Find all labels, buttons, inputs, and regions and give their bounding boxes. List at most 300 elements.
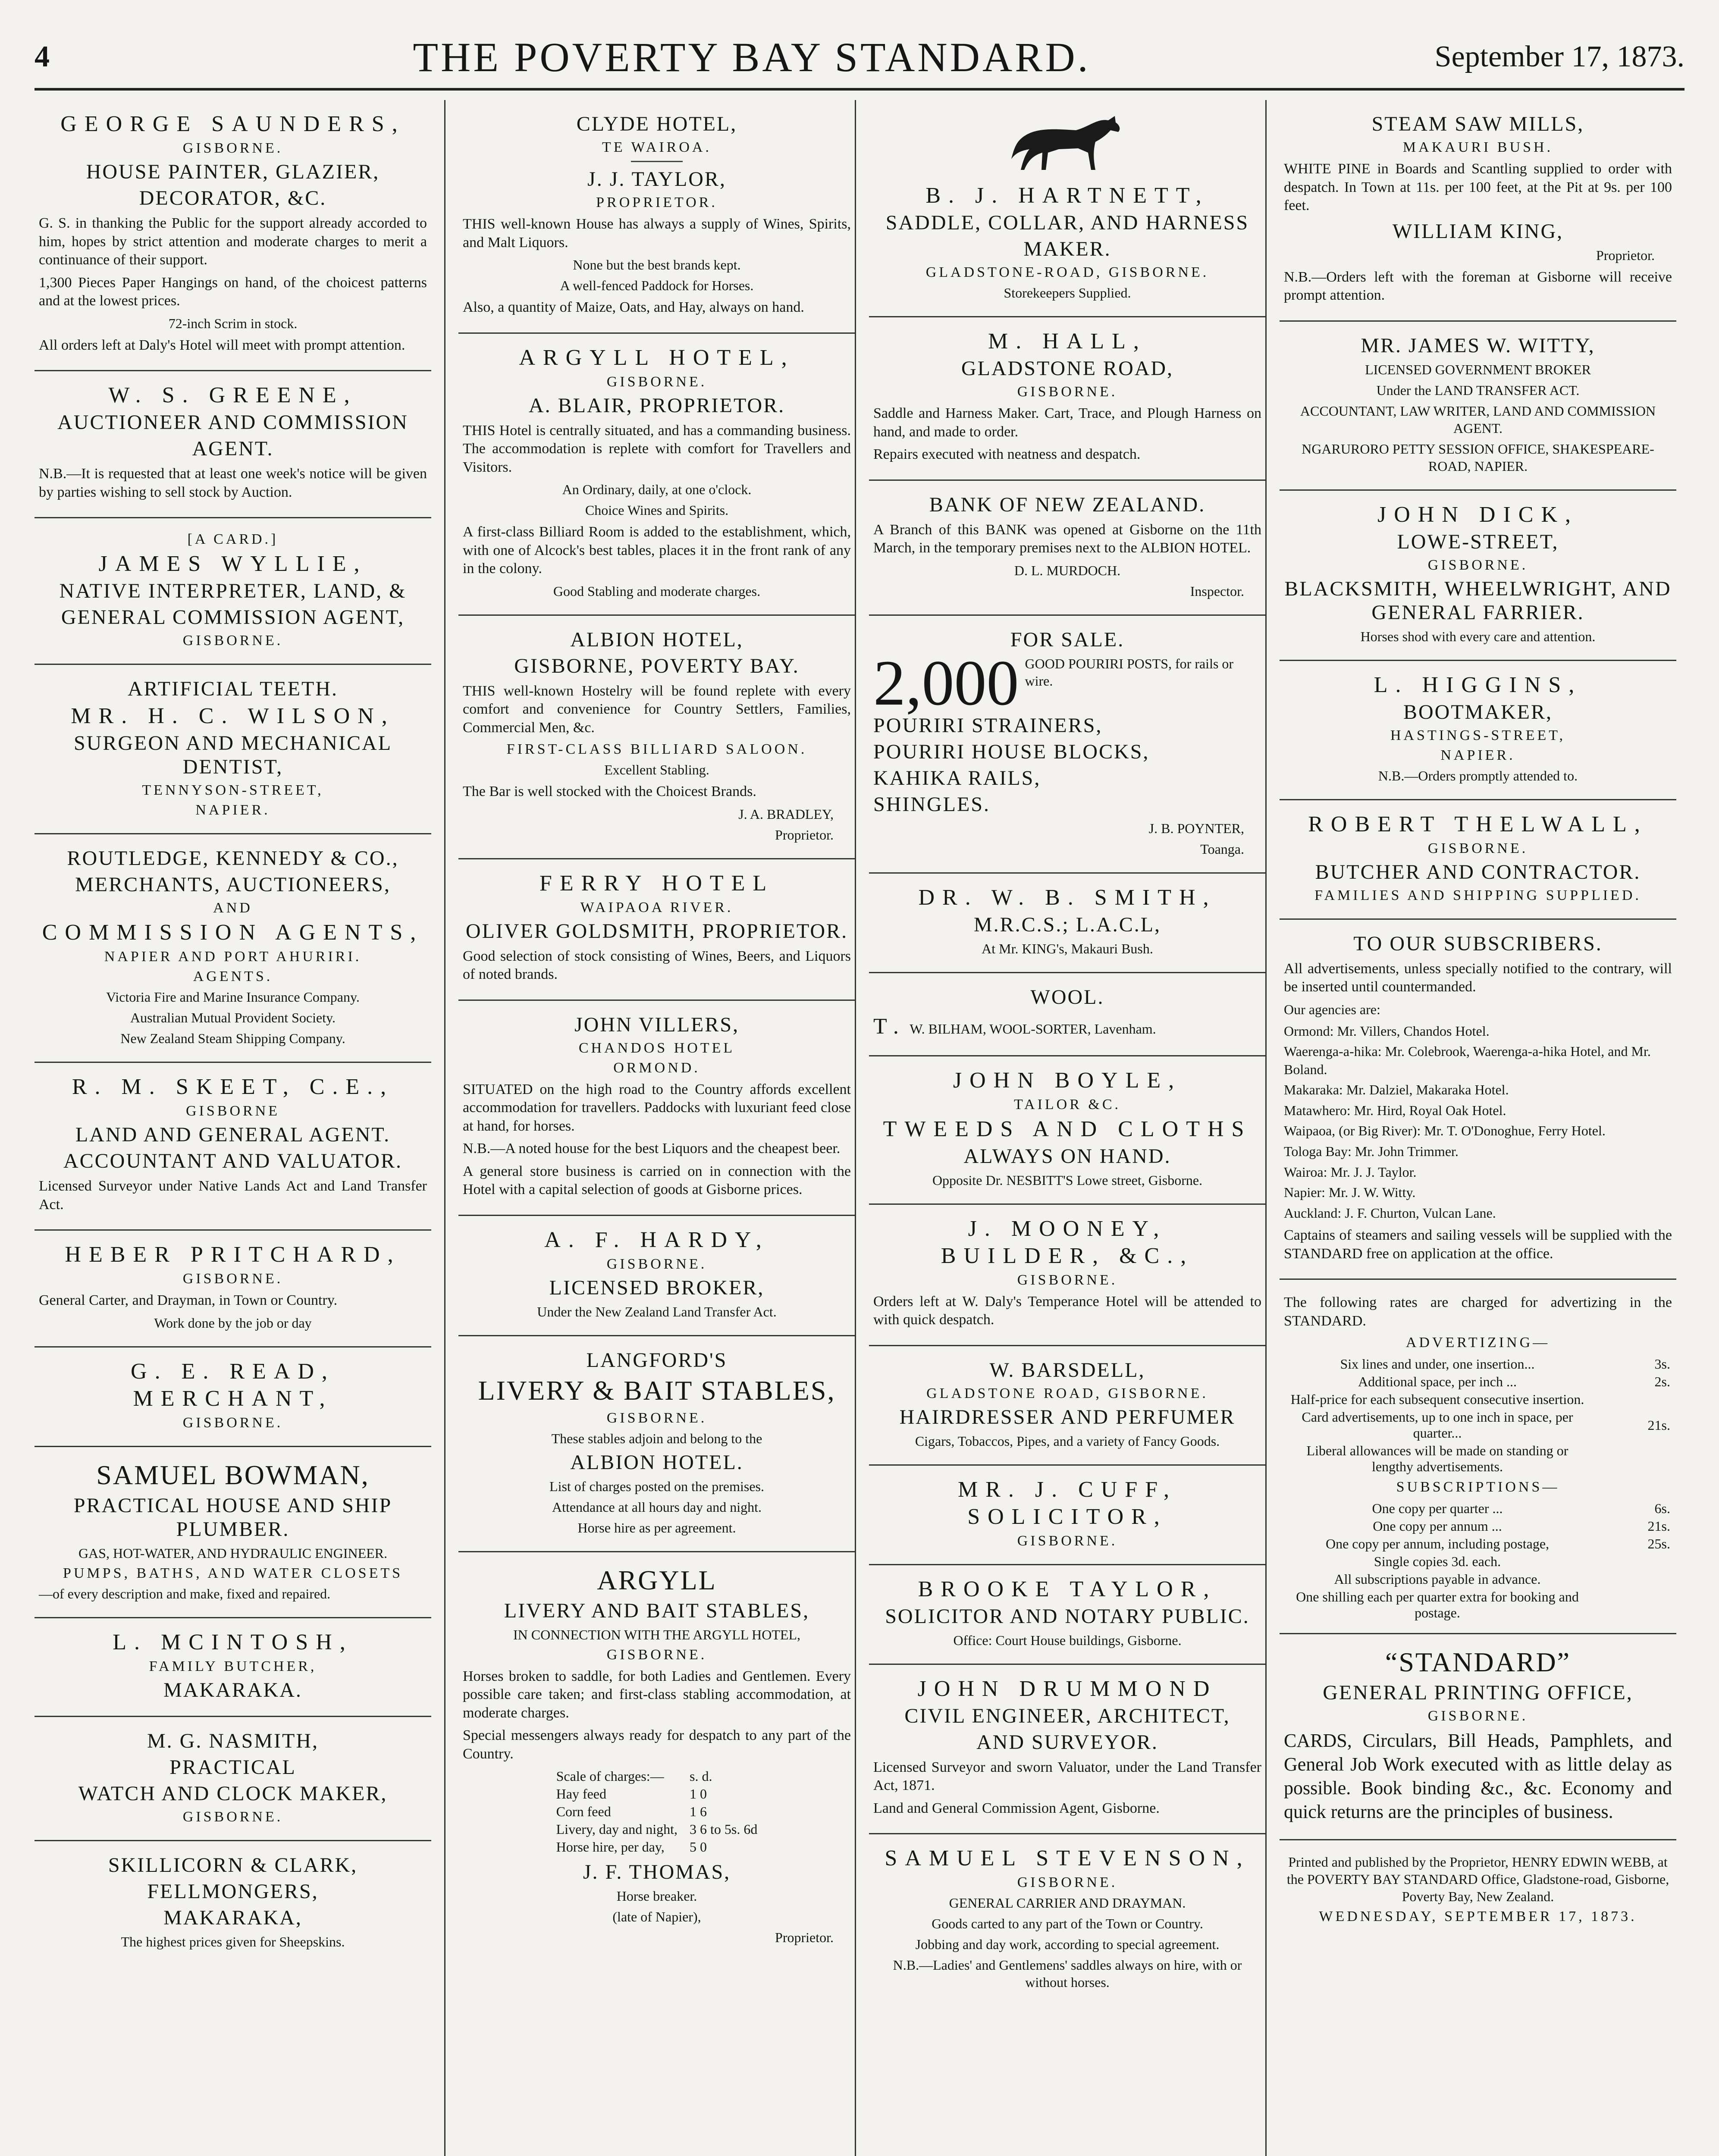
ad-trade: LICENSED BROKER, [549,1276,765,1299]
sale-item: KAHIKA RAILS, [873,766,1041,790]
ad-text: Goods carted to any part of the Town or Country. [932,1916,1203,1931]
ad-text: A general store business is carried on in connection with the Hotel with a capital selection of goods at Gisborne prices. [463,1163,851,1197]
agent-item: Australian Mutual Provident Society. [130,1010,336,1025]
ad-argyll-stables [458,1552,855,1961]
ad-text: N.B.—Orders promptly attended to. [1378,768,1578,783]
ad-text: A Branch of this BANK was opened at Gisborne on the 11th March, in the temporary premises next to the ALBION HOTEL. [873,521,1261,556]
ad-text: A first-class Billiard Room is added to the establishment, which, with one of Alcock's best tables, places it in the front rank of any in the colony. [463,524,851,577]
notice-text: All advertisements, unless specially notified to the contrary, will be inserted until countermanded. [1284,960,1672,995]
ad-text: Good selection of stock consisting of Wines, Beers, and Liquors of noted brands. [463,948,851,982]
agencies-list [1284,1022,1672,1222]
ad-name: OUTLEDGE, KENNEDY & CO., [82,847,399,870]
ad-name: HIGGINS, [1422,672,1582,697]
ad-text: —of every description and make, fixed and repaired. [39,1586,331,1601]
ad-place: At Mr. KING's, Makauri Bush. [982,940,1153,956]
ad-mooney [869,1205,1266,1346]
ad-name: W. BARSDELL, [989,1358,1145,1382]
rate-item: Single copies 3d. each. [1374,1554,1501,1570]
ad-text: Horse hire as per agreement. [577,1520,736,1536]
ad-name: M. SKEET, C.E., [121,1075,394,1099]
ad-barsdell [869,1346,1266,1466]
ad-text: Horse breaker. [616,1888,697,1904]
ad-skeet [35,1063,431,1231]
ad-text: These stables adjoin and belong to the [551,1430,762,1446]
list-item: Makaraka: Mr. Dalziel, Makaraka Hotel. [1284,1082,1509,1098]
dropcap: S [885,1846,905,1871]
ad-text: Horses shod with every care and attention. [1360,628,1596,644]
ad-trade: PRACTICAL HOUSE AND SHIP PLUMBER. [73,1494,392,1541]
ad-owner-title: PROPRIETOR. [596,194,718,210]
table-row [1284,1553,1672,1570]
ad-owner: OLIVER GOLDSMITH, PROPRIETOR. [465,919,848,943]
rate-price [1591,1442,1672,1476]
ad-street: HASTINGS-STREET, [1390,727,1566,743]
ad-place: GISBORNE. [1017,1272,1118,1288]
ad-trade: LIVERY AND BAIT STABLES, [504,1599,810,1622]
column-1 [35,100,431,2156]
ad-text: An Ordinary, daily, at one o'clock. [562,482,752,497]
dropcap: M [1361,334,1381,357]
table-row [1284,1535,1672,1553]
ad-signer: D. L. MURDOCH. [1014,562,1121,578]
dropcap: R [1308,812,1331,837]
ad-trade: AGENT. [192,437,274,460]
dropcap: J [1377,502,1394,527]
ad-place: NAPIER. [195,802,270,818]
ad-place: GISBORNE. [182,1808,283,1825]
dropcap: H [899,1405,916,1429]
dropcap: H [65,1242,89,1267]
ad-trade: SOLICITOR AND NOTARY PUBLIC. [885,1604,1250,1628]
ad-name: KILLICORN & CLARK, [121,1853,358,1877]
dropcap: T. [873,1014,907,1039]
ad-place: MAKARAKA. [163,1678,302,1702]
ad-name: M. G. NASMITH, [147,1729,319,1752]
ad-trade: FELLMONGERS, [147,1880,319,1903]
ad-name: BANK OF NEW ZEALAND. [929,493,1206,516]
ad-street: LOWE-STREET, [1397,530,1559,553]
ad-text: Also, a quantity of Maize, Oats, and Hay, always on hand. [463,299,804,315]
ad-place: GISBORNE. [1017,384,1118,400]
charge-item: Livery, day and night, [556,1821,678,1837]
table-row [1284,1408,1672,1442]
list-item: Wairoa: Mr. J. J. Taylor. [1284,1164,1417,1180]
ad-text: Cigars, Tobaccos, Pipes, and a variety of Fancy Goods. [915,1433,1220,1449]
ad-text: Land and General Commission Agent, Gisborne. [873,1800,1160,1816]
ad-trade: Under the LAND TRANSFER ACT. [1376,382,1580,398]
agent-item: New Zealand Steam Shipping Company. [120,1031,345,1046]
ad-trade: PRACTICAL [169,1755,296,1779]
dropcap: S [108,1853,121,1877]
ad-greene [35,371,431,518]
dropcap: J [98,552,115,576]
ad-name: MCINTOSH, [161,1630,353,1655]
ad-text: CARDS, Circulars, Bill Heads, Pamphlets, and General Job Work executed with as little delay as possible. Book binding &c., &c. Economy and quick returns are the principles of business. [1284,1730,1672,1823]
ad-name: ARGYLL [597,1564,717,1595]
ad-name: CLYDE HOTEL, [576,113,737,135]
ad-trade: BUILDER, &C., [941,1243,1194,1268]
notice-subscribers [1280,920,1676,1280]
ad-higgins [1280,661,1676,800]
ad-cuff [869,1466,1266,1565]
ad-place: GISBORNE. [182,633,283,649]
ad-drummond [869,1665,1266,1835]
ad-trade: AND SURVEYOR. [976,1730,1158,1754]
ad-place: GISBORNE. [1427,557,1528,573]
table-row [550,1803,764,1821]
table-row [1284,1570,1672,1588]
ad-text: A well-fenced Paddock for Horses. [560,278,754,293]
notice-text: Captains of steamers and sailing vessels will be supplied with the STANDARD free on application at the office. [1284,1227,1672,1262]
rate-price: 6s. [1654,1501,1670,1517]
list-item: Waipaoa, (or Big River): Mr. T. O'Donoghue, Ferry Hotel. [1284,1123,1606,1139]
ad-place: NAPIER. [1440,747,1515,763]
ad-owner: JOHN VILLERS, [574,1013,740,1036]
dropcap: A. [544,1227,582,1252]
ad-text: Under the New Zealand Land Transfer Act. [537,1304,777,1319]
rates-sub-table [1284,1500,1672,1622]
ad-place: GISBORNE. [1427,840,1528,856]
ad-text: SITUATED on the high road to the Country affords excellent accommodation for travellers. Paddocks with luxuriant feed close at hand, for horses. [463,1081,851,1134]
ad-trade: BOOTMAKER, [1403,700,1553,724]
horse-icon [1003,110,1132,179]
ad-text: Work done by the job or day [154,1315,312,1331]
dropcap: R. [72,1075,108,1099]
sale-item: POURIRI HOUSE BLOCKS, [873,740,1150,763]
charge-price: 5 0 [690,1839,707,1855]
charges-label: Scale of charges:— [556,1768,664,1784]
ad-saw-mills [1280,100,1676,322]
ad-trade: PUMPS, BATHS, AND WATER CLOSETS [63,1565,403,1581]
ad-text: Storekeepers Supplied. [1004,285,1131,301]
ad-agents-label: AGENTS. [193,968,273,984]
rate-item: One copy per quarter ... [1372,1501,1503,1517]
ad-text: N.B.—Ladies' and Gentlemens' saddles always on hire, with or without horses. [893,1957,1242,1990]
sale-item: SHINGLES. [873,793,991,816]
ad-text: THIS well-known Hostelry will be found replete with every comfort and convenience for Country Settlers, Families, Commercial Men, &c. [463,683,851,736]
ad-nasmith [35,1717,431,1841]
ad-mcintosh [35,1618,431,1717]
dropcap: M [957,1477,986,1502]
ad-thelwall [1280,800,1676,920]
rates-adv-label: ADVERTIZING— [1405,1335,1550,1351]
ad-text: FIRST-CLASS BILLIARD SALOON. [506,741,807,757]
ad-text: General Carter, and Drayman, in Town or Country. [39,1292,338,1308]
ad-text: ALBION HOTEL. [570,1451,743,1474]
rate-item: One shilling each per quarter extra for booking and postage. [1296,1589,1579,1621]
table-row [1284,1373,1672,1391]
ad-name: “STANDARD” [1385,1647,1571,1678]
ad-and: AND [213,900,253,916]
table-row [1284,1355,1672,1373]
ad-place: ORMOND. [613,1059,700,1076]
table-row [1284,1442,1672,1476]
ad-trade: GENERAL CARRIER AND DRAYMAN. [949,1895,1186,1911]
table-row [550,1785,764,1803]
ad-text: W. BILHAM, WOOL-SORTER, Lavenham. [910,1021,1156,1037]
ad-place: Toanga. [1200,841,1244,857]
ad-place: NAPIER AND PORT AHURIRI. [104,949,362,965]
rate-price [1591,1391,1672,1408]
list-item: Matawhero: Mr. Hird, Royal Oak Hotel. [1284,1102,1506,1118]
table-row [1284,1500,1672,1517]
ad-trade: AUCTIONEER AND COMMISSION [57,411,408,434]
ad-connection: IN CONNECTION WITH THE ARGYLL HOTEL, [513,1626,800,1642]
ad-name: R. H. C. WILSON, [98,704,395,728]
ad-name: EORGE SAUNDERS, [84,112,405,136]
ad-trade: WATCH AND CLOCK MAKER, [78,1782,388,1805]
ad-trade: ACCOUNTANT, LAW WRITER, LAND AND COMMISSION AGENT. [1300,403,1656,436]
charge-price: 1 6 [690,1804,707,1819]
ad-text: Choice Wines and Spirits. [585,502,729,518]
ad-trade: BLACKSMITH, WHEELWRIGHT, AND GENERAL FARRIER. [1284,577,1672,624]
dropcap: G. [131,1359,168,1384]
ad-text: G. S. in thanking the Public for the support already accorded to him, hopes by strict attention and moderate charges to merit a continuance of their support. [39,215,427,268]
ad-text: Office: Court House buildings, Gisborne. [953,1632,1182,1648]
dropcap: J. [968,1216,998,1241]
ad-place: GISBORNE. [182,140,283,156]
ad-name: OBERT THELWALL, [1330,812,1648,837]
column-2 [458,100,855,2156]
charges-table [550,1767,764,1856]
ad-ferry-hotel [458,859,855,1001]
ad-text: All orders left at Daly's Hotel will meet with prompt attention. [39,337,405,353]
list-item: Auckland: J. F. Churton, Vulcan Lane. [1284,1205,1496,1221]
ad-text: THIS Hotel is centrally situated, and has a commanding business. The accommodation is replete with comfort for Travellers and Visitors. [463,422,851,475]
ad-text: N.B.—It is requested that at least one week's notice will be given by parties wishing to sell stock by Auction. [39,466,427,500]
ad-trade: DECORATOR, &C. [139,187,327,210]
charge-item: Corn feed [556,1804,611,1819]
ad-trade: GAS, HOT-WATER, AND HYDRAULIC ENGINEER. [78,1545,388,1561]
rate-price: 3s. [1654,1356,1670,1372]
ad-text: N.B.—A noted house for the best Liquors and the cheapest beer. [463,1141,841,1156]
ad-argyll-hotel [458,334,855,616]
ad-text: GOOD POURIRI POSTS, for rails or wire. [1025,655,1234,689]
dropcap: R [67,847,82,870]
ad-trade: TWEEDS AND CLOTHS [883,1116,1252,1141]
ad-saunders [35,100,431,371]
ad-text: Licensed Surveyor and sworn Valuator, under the Land Transfer Act, 1871. [873,1759,1261,1793]
dropcap: F [539,871,560,896]
rate-price: 21s. [1647,1518,1670,1534]
table-row [550,1821,764,1838]
ad-langford-stables [458,1336,855,1552]
ad-heading: WOOL. [1030,985,1104,1009]
ad-name: ROOKE TAYLOR, [941,1576,1217,1601]
ad-signer-title: Inspector. [1190,583,1244,599]
ad-text: THIS well-known House has always a supply of Wines, Spirits, and Malt Liquors. [463,216,851,251]
ad-name: R. JAMES W. WITTY, [1380,334,1595,357]
masthead [35,26,1684,91]
ad-trade: HOUSE PAINTER, GLAZIER, [86,160,380,183]
ad-text: WHITE PINE in Boards and Scantling supplied to order with despatch. In Town at 11s. per 100 feet, at the Pit at 9s. per 100 feet. [1284,161,1672,213]
ad-text: N.B.—Orders left with the foreman at Gisborne will receive prompt attention. [1284,269,1672,303]
ad-name: SAMUEL BOWMAN, [96,1459,370,1490]
ad-place: GISBORNE. [1017,1532,1118,1549]
ad-heading: ARTIFICIAL TEETH. [127,677,339,700]
ad-place: GISBORNE, POVERTY BAY. [514,654,800,677]
ad-text: 72-inch Scrim in stock. [168,315,298,331]
ad-witty [1280,322,1676,491]
ad-name: MOONEY, [1011,1216,1167,1241]
ad-trade: ACCOUNTANT AND VALUATOR. [63,1150,403,1172]
rate-item: All subscriptions payable in advance. [1334,1571,1541,1587]
ad-place: GISBORNE [185,1103,280,1119]
charge-item: Horse hire, per day, [556,1839,665,1855]
ad-quals: M.R.C.S.; L.A.C.L, [973,913,1161,936]
ad-brooke-taylor [869,1565,1266,1665]
ad-name: OHN DRUMMOND [934,1676,1217,1701]
ad-trade: COMMISSION AGENTS, [42,920,424,945]
ad-owner: WILLIAM KING, [1392,219,1564,243]
ad-owner: J. F. THOMAS, [583,1861,731,1883]
ad-wyllie [35,518,431,665]
dropcap: G [60,112,85,136]
dropcap: D [918,885,943,910]
ad-albion-hotel [458,616,855,859]
ad-name: CHANDOS HOTEL [578,1040,735,1056]
ad-text: Jobbing and day work, according to special agreement. [915,1937,1220,1952]
dropcap: B. [925,183,962,208]
ad-name: R. J. CUFF, [985,1477,1177,1502]
ad-owner: J. B. POYNTER, [1148,820,1244,836]
notice-heading: TO OUR SUBSCRIBERS. [1353,932,1603,955]
ad-smith [869,874,1266,973]
ad-hardy [458,1216,855,1336]
column-rule [444,100,445,2156]
ad-trade: BUTCHER AND CONTRACTOR. [1315,860,1641,884]
rate-price [1591,1570,1672,1588]
ad-trade: GENERAL COMMISSION AGENT, [61,606,405,629]
list-item: Ormond: Mr. Villers, Chandos Hotel. [1284,1023,1490,1039]
ad-owner-title: Proprietor. [775,1930,834,1945]
ad-name: EBER PRITCHARD, [88,1242,401,1267]
dropcap: W. [108,383,149,407]
ad-name: LANGFORD'S [586,1348,728,1372]
ad-text: List of charges posted on the premises. [549,1478,764,1494]
ad-text: Special messengers always ready for despatch to any part of the Country. [463,1727,851,1762]
ad-quantity: 2,000 [873,647,1019,719]
ad-trade: GENERAL PRINTING OFFICE, [1323,1681,1633,1705]
ad-clyde-hotel [458,100,855,334]
ad-bowman [35,1447,431,1618]
ad-trade: CIVIL ENGINEER, ARCHITECT, [904,1704,1230,1727]
table-row [550,1838,764,1856]
ad-trade: TAILOR &C. [1013,1096,1121,1112]
ad-hartnett [869,100,1266,317]
imprint-date: WEDNESDAY, SEPTEMBER 17, 1873. [1319,1908,1637,1925]
sale-item: POURIRI STRAINERS, [873,714,1103,737]
ad-printing-office [1280,1634,1676,1840]
dropcap: L. [113,1630,148,1655]
ad-place: GISBORNE. [606,1256,707,1272]
ad-text: FAMILIES AND SHIPPING SUPPLIED. [1314,887,1641,903]
ad-place: GLADSTONE ROAD, GISBORNE. [926,1385,1208,1401]
ad-place: GISBORNE. [606,1410,707,1426]
ad-skillicorn [35,1841,431,1965]
ad-text: The Bar is well stocked with the Choicest Brands. [463,783,756,799]
ad-owner-title: Proprietor. [775,827,834,843]
ad-trade: NATIVE INTERPRETER, LAND, & [59,580,407,602]
ad-place: WAIPAOA RIVER. [580,899,734,915]
notice-rates [1280,1280,1676,1634]
ad-name: ARGYLL HOTEL, [519,345,795,370]
ad-text: None but the best brands kept. [573,257,741,273]
ad-text: Horses broken to saddle, for both Ladies and Gentlemen. Every possible care taken; and first-class stabling accommodation, at moderate charges. [463,1668,851,1721]
rate-item: Six lines and under, one insertion... [1340,1356,1535,1372]
ad-trade: MAKER. [1023,238,1111,260]
ad-owner: J. J. TAYLOR, [587,168,726,191]
ad-text: 1,300 Pieces Paper Hangings on hand, of the choicest patterns and at the lowest prices. [39,274,427,309]
ad-owner: J. A. BRADLEY, [738,806,834,822]
ad-bank-nz [869,481,1266,616]
ad-wool [869,973,1266,1056]
ad-place: GISBORNE. [182,1271,283,1287]
ad-name: AMUEL STEVENSON, [905,1846,1250,1871]
ad-trade: FAMILY BUTCHER, [149,1658,317,1674]
column-4 [1280,100,1676,2156]
ad-place: GLADSTONE ROAD, [961,357,1174,380]
ad-owner-title: Proprietor. [1596,247,1655,263]
rate-item: Half-price for each subsequent consecutive insertion. [1290,1391,1584,1407]
ad-name: J. HARTNETT, [975,183,1209,208]
agencies-label: Our agencies are: [1284,1001,1380,1017]
table-row [1284,1391,1672,1408]
ad-chandos-hotel [458,1001,855,1216]
table-row [1284,1588,1672,1622]
ad-text: (late of Napier), [612,1909,701,1924]
ad-name: STEAM SAW MILLS, [1371,113,1584,135]
ad-place: GLADSTONE-ROAD, GISBORNE. [925,264,1209,280]
ad-name: E. READ, [181,1359,335,1384]
rate-price: 25s. [1647,1536,1670,1552]
ad-place: GISBORNE. [1017,1874,1118,1890]
imprint-text: Printed and published by the Proprietor, HENRY EDWIN WEBB, at the POVERTY BAY STANDARD Office, Gladstone-road, Gisborne, Poverty Bay, New Zealand. [1286,1854,1669,1905]
dropcap: M. [988,329,1029,354]
list-item: Waerenga-a-hika: Mr. Colebrook, Waerenga-a-hika Hotel, and Mr. Boland. [1284,1044,1651,1077]
ad-name: AMES WYLLIE, [115,552,367,576]
dropcap: L. [1374,672,1409,697]
ad-read [35,1348,431,1447]
ad-trade: LIVERY & BAIT STABLES, [478,1375,836,1406]
ad-name: R. W. B. SMITH, [942,885,1217,910]
ad-text: Repairs executed with neatness and despatch. [873,446,1141,462]
ad-trade: MERCHANT, [133,1386,333,1411]
rates-intro: The following rates are charged for advertizing in the STANDARD. [1284,1294,1672,1329]
ad-for-sale [869,616,1266,874]
ad-routledge [35,834,431,1063]
ad-street: TENNYSON-STREET, [142,782,324,798]
ad-trade: SOLICITOR, [967,1504,1167,1529]
ad-hall [869,317,1266,481]
ad-card-label: [A CARD.] [187,531,279,547]
divider [631,161,683,162]
ad-text: Licensed Surveyor under Native Lands Act and Land Transfer Act. [39,1178,427,1213]
rate-item: One copy per annum ... [1373,1518,1502,1534]
ad-wilson [35,665,431,834]
ad-trade: LAND AND GENERAL AGENT. [75,1123,391,1146]
ad-name: HALL, [1042,329,1147,354]
rates-sub-label: SUBSCRIPTIONS— [1396,1479,1560,1495]
ad-stevenson [869,1834,1266,2006]
ad-heading: FOR SALE. [1010,628,1125,651]
ad-place: MAKAURI BUSH. [1402,139,1553,155]
ad-text: Attendance at all hours day and night. [552,1499,762,1515]
charge-item: Hay feed [556,1786,606,1802]
ad-text: Orders left at W. Daly's Temperance Hotel will be attended to with quick despatch. [873,1293,1261,1328]
ad-trade: AIRDRESSER AND PERFUMER [916,1405,1236,1429]
rates-adv-table [1284,1355,1672,1476]
